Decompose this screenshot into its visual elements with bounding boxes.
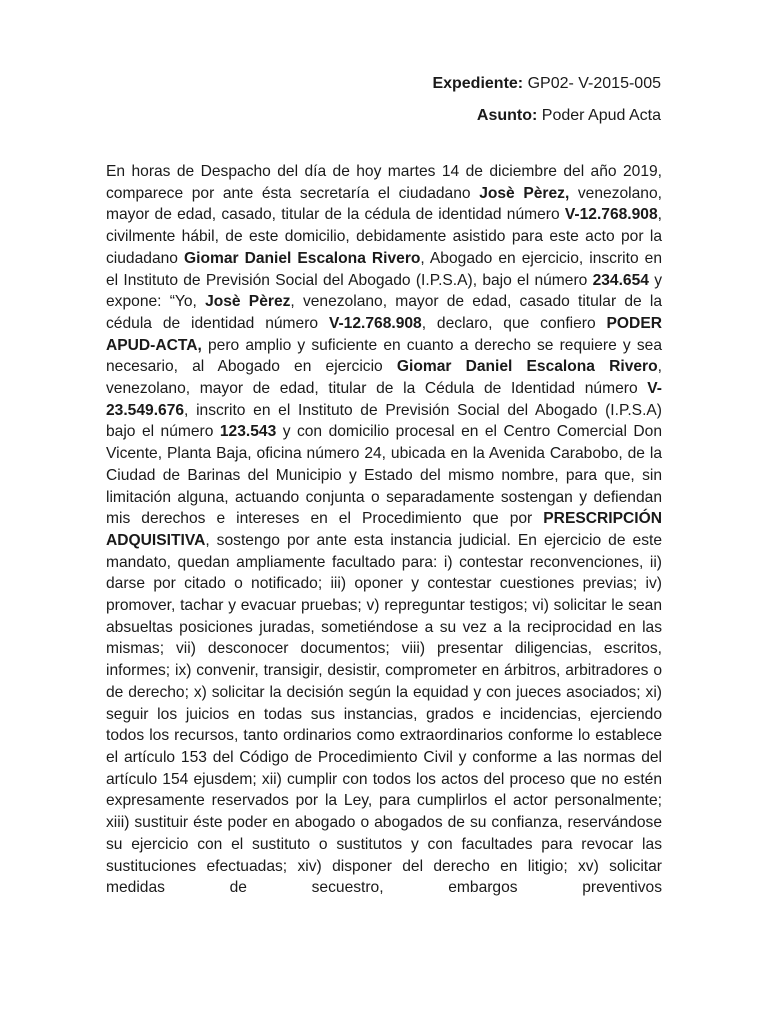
bold-text-segment: Giomar Daniel Escalona Rivero [396, 358, 658, 376]
bold-text-segment: PODER APUD-ACTA, [106, 314, 662, 354]
text-segment: , venezolano, mayor de edad, casado titular de la cédula de identidad número [106, 293, 663, 332]
expediente-label: Expediente: [432, 75, 524, 92]
text-segment: venezolano, mayor de edad, casado, titular de la cédula de identidad número [106, 184, 662, 224]
bold-text-segment: 234.654 [592, 271, 649, 289]
text-segment: pero amplio y suficiente en cuanto a derecho se requiere y sea necesario, al Abogado en ejercicio [106, 336, 662, 376]
text-segment: , inscrito en el Instituto de Previsión Social del Abogado (I.P.S.A) bajo el número [106, 401, 662, 441]
text-segment: , sostengo por ante esta instancia judicial. En ejercicio de este mandato, quedan ampliamente facultado para: i) contestar reconvenciones, ii) darse por citado o notificado; iii) oponer y contestar cuestiones previas; iv) promover, tachar y evacuar pruebas; v) repreguntar testigos; vi) solicitar le sean absueltas posiciones juradas, sometiéndose a su vez a la reciprocidad en las mismas; vii) desconocer documentos; viii) presentar diligencias, escritos, informes; ix) convenir, transigir, desistir, comprometer en árbitros, arbitradores o de derecho; x) solicitar la decisión según la equidad y con jueces asociados; xi) seguir los juicios en todas sus instancias, grados e incidencias, ejerciendo todos los recursos, tanto ordinarios como extraordinarios conforme lo establece el artículo 153 del Código de Procedimiento Civil y conforme a las normas del artículo 154 ejusdem; xii) cumplir con todos los actos del proceso que no estén expresamente reservados por la Ley, para cumplirlos el actor personalmente; xiii) sustituir éste poder en abogado o abogados de su confianza, reservándose su ejercicio con el sustituto o sustitutos y con facultades para revocar las sustituciones efectuadas; xiv) disponer del derecho en litigio; xv) solicitar medidas de secuestro, embargos preventivos [106, 531, 662, 897]
text-segment: , Abogado en ejercicio, inscrito en el Instituto de Previsión Social del Abogado (I.P.S.A), bajo el número [106, 249, 662, 289]
bold-text-segment: PRESCRIPCIÓN ADQUISITIVA [106, 510, 662, 549]
text-segment: , venezolano, mayor de edad, titular de la Cédula de Identidad número [106, 358, 662, 398]
asunto-value: Poder Apud Acta [537, 107, 661, 124]
text-segment: , civilmente hábil, de este domicilio, debidamente asistido para este acto por la ciudadano [106, 206, 662, 267]
expediente-line [432, 68, 661, 100]
bold-text-segment: 123.543 [219, 423, 277, 441]
expediente-value: GP02- V-2015-005 [523, 75, 661, 92]
text-segment: y expone: “Yo, [106, 271, 662, 311]
bold-text-segment: V-12.768.908 [328, 314, 422, 332]
bold-text-segment: Josè Pèrez, [479, 184, 570, 202]
text-segment: En horas de Despacho del día de hoy martes 14 de diciembre del año 2019, comparece por ante ésta secretaría el ciudadano [106, 163, 662, 202]
text-segment: y con domicilio procesal en el Centro Comercial Don Vicente, Planta Baja, oficina número 24, ubicada en la Avenida Carabobo, de la Ciudad de Barinas del Municipio y Estado del mismo nombre, para que, sin limitación alguna, actuando conjunta o separadamente sostengan y defiendan mis derechos e intereses en el Procedimiento que por [106, 423, 662, 528]
bold-text-segment: V-12.768.908 [564, 206, 658, 224]
body-paragraph [106, 161, 662, 899]
text-segment: , declaro, que confiero [421, 314, 607, 332]
bold-text-segment: V-23.549.676 [106, 380, 662, 419]
bold-text-segment: Giomar Daniel Escalona Rivero [183, 249, 421, 267]
bold-text-segment: Josè Pèrez [205, 293, 291, 311]
asunto-line [432, 100, 661, 132]
document-header [432, 68, 661, 132]
asunto-label: Asunto: [476, 107, 538, 124]
